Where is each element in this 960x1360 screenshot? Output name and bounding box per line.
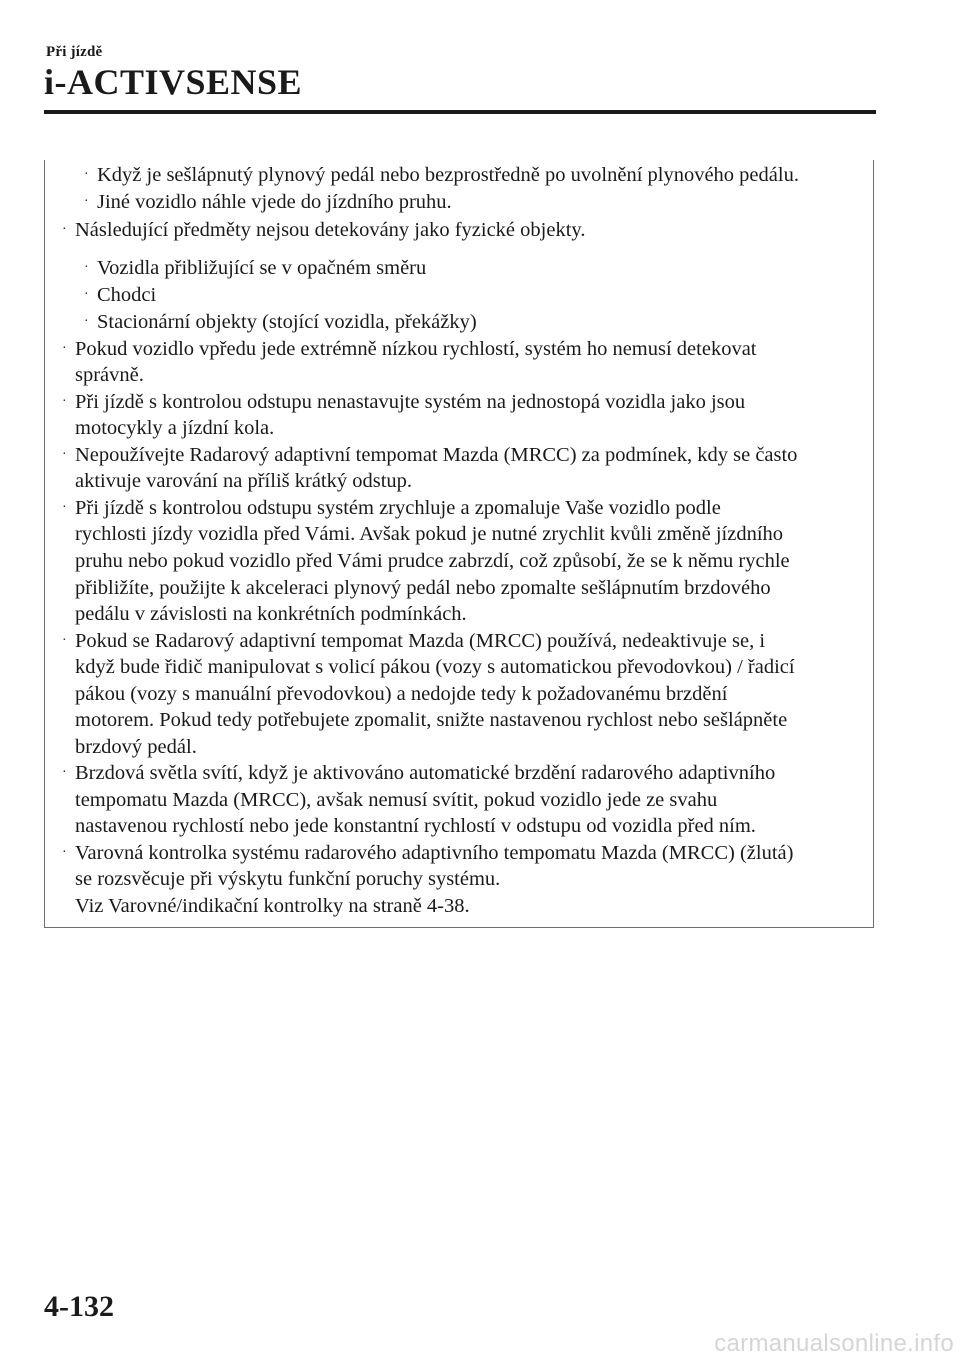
bullet-marker: · <box>84 314 89 329</box>
page-number: 4-132 <box>44 1290 114 1323</box>
continuation-text: tempomatu Mazda (MRCC), avšak nemusí svítit, pokud vozidlo jede ze svahu <box>75 789 718 811</box>
continuation-text: pruhu nebo pokud vozidlo před Vámi prudce zabrzdí, což způsobí, že se k němu rychle <box>75 550 790 572</box>
chapter-title: i-ACTIVSENSE <box>44 62 303 102</box>
bullet-marker: · <box>62 633 67 648</box>
bullet-marker: · <box>62 341 67 356</box>
bullet-item-text: Když je sešlápnutý plynový pedál nebo bezprostředně po uvolnění plynového pedálu. <box>97 164 799 186</box>
bullet-item-text: Pokud vozidlo vpředu jede extrémně nízkou rychlostí, systém ho nemusí detekovat <box>75 338 757 360</box>
continuation-text: brzdový pedál. <box>75 736 197 758</box>
bullet-marker: · <box>84 260 89 275</box>
bullet-item-text: Jiné vozidlo náhle vjede do jízdního pruhu. <box>97 191 452 213</box>
continuation-text: správně. <box>75 364 144 386</box>
bullet-marker: · <box>62 845 67 860</box>
bullet-marker: · <box>62 765 67 780</box>
bullet-item-text: Při jízdě s kontrolou odstupu systém zrychluje a zpomaluje Vaše vozidlo podle <box>75 497 721 519</box>
continuation-text: přibližíte, použijte k akceleraci plynový pedál nebo zpomalte sešlápnutím brzdového <box>75 577 771 599</box>
continuation-text: motorem. Pokud tedy potřebujete zpomalit, snižte nastavenou rychlost nebo sešlápněte <box>75 709 788 731</box>
continuation-text: se rozsvěcuje při výskytu funkční poruchy systému. <box>75 868 501 890</box>
bullet-item-text: Varovná kontrolka systému radarového adaptivního tempomatu Mazda (MRCC) (žlutá) <box>75 842 794 864</box>
bullet-marker: · <box>84 194 89 209</box>
bullet-item-text: Brzdová světla svítí, když je aktivováno automatické brzdění radarového adaptivního <box>75 762 776 784</box>
continuation-text: motocykly a jízdní kola. <box>75 417 275 439</box>
continuation-text: pákou (vozy s manuální převodovkou) a nedojde tedy k požadovanému brzdění <box>75 683 728 705</box>
bullet-marker: · <box>84 167 89 182</box>
bullet-item-text: Pokud se Radarový adaptivní tempomat Mazda (MRCC) používá, nedeaktivuje se, i <box>75 630 766 652</box>
continuation-text: když bude řidič manipulovat s volicí pákou (vozy s automatickou převodovkou) / řadicí <box>75 656 795 678</box>
continuation-text: aktivuje varování na příliš krátký odstup. <box>75 470 413 492</box>
bullet-marker: · <box>62 222 67 237</box>
continuation-text: Viz Varovné/indikační kontrolky na straně 4-38. <box>75 895 470 917</box>
bullet-marker: · <box>84 287 89 302</box>
bullet-item-text: Vozidla přibližující se v opačném směru <box>97 257 427 279</box>
bullet-item-text: Chodci <box>97 284 157 306</box>
continuation-text: rychlosti jízdy vozidla před Vámi. Avšak pokud je nutné zrychlit kvůli změně jízdního <box>75 523 784 545</box>
bullet-marker: · <box>62 500 67 515</box>
section-label: Při jízdě <box>46 44 103 60</box>
continuation-text: pedálu v závislosti na konkrétních podmínkách. <box>75 603 467 625</box>
watermark: carmanualsonline.info <box>714 1330 954 1357</box>
bullet-item-text: Při jízdě s kontrolou odstupu nenastavujte systém na jednostopá vozidla jako jsou <box>75 391 746 413</box>
title-rule <box>44 110 876 114</box>
bullet-item-text: Nepoužívejte Radarový adaptivní tempomat Mazda (MRCC) za podmínek, kdy se často <box>75 444 798 466</box>
bullet-marker: · <box>62 394 67 409</box>
bullet-item-text: Stacionární objekty (stojící vozidla, překážky) <box>97 311 477 333</box>
continuation-text: nastavenou rychlostí nebo jede konstantní rychlostí v odstupu od vozidla před ním. <box>75 815 756 837</box>
bullet-marker: · <box>62 447 67 462</box>
bullet-item-text: Následující předměty nejsou detekovány jako fyzické objekty. <box>75 219 586 241</box>
